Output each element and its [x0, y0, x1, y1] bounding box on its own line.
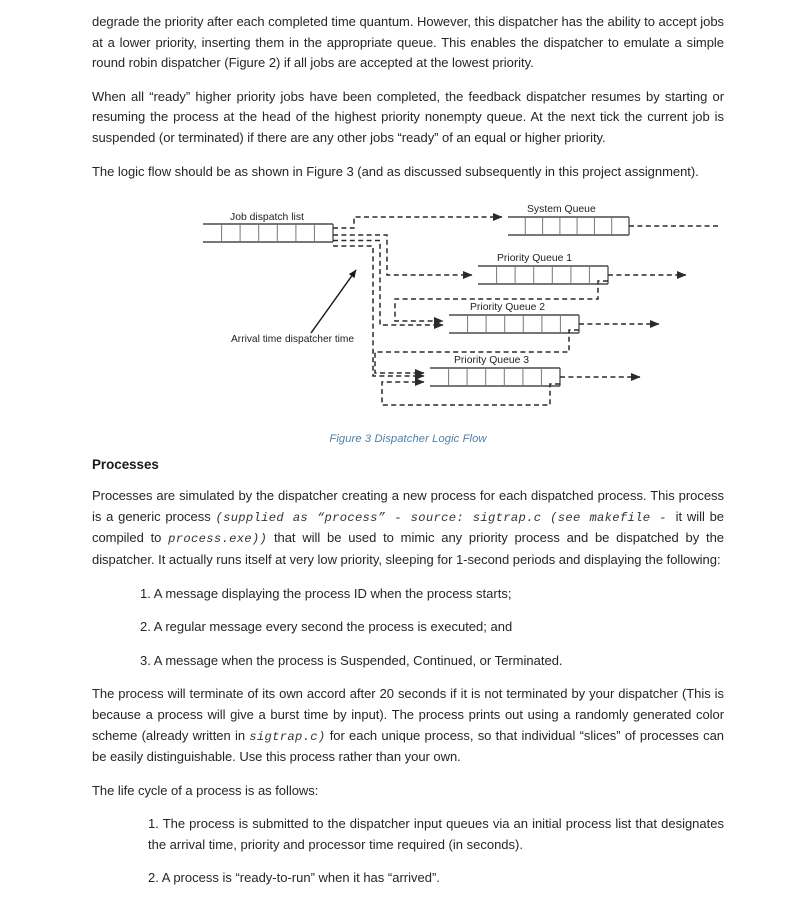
- list-item-text: A regular message every second the process is executed; and: [153, 619, 513, 635]
- figure-caption-wrap: [92, 433, 724, 445]
- intro-text-b: it will be compiled to: [92, 508, 725, 546]
- intro-mono-1: (supplied as “process” - source: sigtrap.c (see makefile -: [215, 510, 676, 525]
- list-item-number: 1.: [140, 585, 151, 601]
- process-lifecycle-list: [92, 814, 724, 889]
- section-heading-processes: Processes: [92, 457, 159, 473]
- flow-to-priority-queue-3: [333, 246, 424, 376]
- priority-queue-2-label: Priority Queue 2: [470, 302, 546, 314]
- list-item-text: A process is “ready-to-run” when it has “arrived”.: [161, 870, 440, 886]
- paragraph-3: The logic flow should be as shown in Figure 3 (and as discussed subsequently in this project assignment).: [92, 163, 699, 179]
- list-item: [92, 814, 724, 855]
- job-dispatch-list-queue: [203, 224, 333, 242]
- list-item-number: 1.: [148, 816, 159, 832]
- list-item-text: A message displaying the process ID when the process starts;: [153, 585, 512, 601]
- list-item-number: 3.: [140, 652, 151, 668]
- paragraph-1: degrade the priority after each completed time quantum. However, this dispatcher has the ability to accept jobs at a lower priority, inserting them in the appropriate queue. This enables the dispatcher to emulate a simple round robin dispatcher (Figure 2) if all jobs are accepted at the lowest priority.: [92, 14, 724, 71]
- figure-diagram: [92, 195, 724, 435]
- list-item: [92, 584, 724, 605]
- system-queue: [508, 217, 629, 235]
- dispatch-pointer-arrow: [311, 270, 356, 333]
- priority-queue-2: [449, 315, 579, 333]
- priority-queue-1-label: Priority Queue 1: [497, 253, 573, 265]
- priority-queue-3: [430, 368, 560, 386]
- lifecycle-intro-paragraph: The life cycle of a process is as follows:: [92, 782, 319, 798]
- list-item: [92, 868, 724, 889]
- figure-caption: Figure 3 Dispatcher Logic Flow: [329, 433, 487, 446]
- list-item: [92, 617, 724, 638]
- list-item-text: The process is submitted to the dispatcher input queues via an initial process list that designates the arrival time, priority and processor time required (in seconds).: [148, 816, 724, 852]
- job-dispatch-list-label: Job dispatch list: [230, 212, 304, 224]
- process-termination-paragraph: [92, 684, 724, 767]
- priority-queue-3-label: Priority Queue 3: [454, 355, 530, 367]
- list-item: [92, 651, 724, 672]
- flow-to-system-queue: [333, 217, 502, 228]
- flow-to-priority-queue-2: [333, 241, 443, 326]
- intro-mono-2: process.exe)): [168, 532, 268, 547]
- intro-text-a: Processes are simulated by the dispatcher creating a new process for each dispatched process. This process is a generic process: [92, 488, 724, 524]
- paragraph-2: When all “ready” higher priority jobs have been completed, the feedback dispatcher resumes by starting or resuming the process at the head of the highest priority nonempty queue. At the next tick the current job is suspended (or terminated) if there are any other jobs “ready” of an equal or higher priority.: [92, 88, 724, 145]
- document-content: [92, 12, 724, 902]
- list-item-number: 2.: [148, 870, 159, 886]
- termination-text-a: The process will terminate of its own accord after 20 seconds if it is not terminated by your dispatcher (This is because a process will give a burst time by input). The process prints out using a randomly generated color scheme (already written in: [92, 686, 724, 743]
- intro-text-c: that will be used to mimic any priority process and be dispatched by the dispatcher. It actually runs itself at very low priority, sleeping for 1-second periods and displaying the following:: [92, 530, 725, 567]
- dispatcher-time-label: dispatcher time: [285, 334, 355, 346]
- priority-queue-1: [478, 266, 608, 284]
- termination-mono: sigtrap.c): [249, 729, 326, 744]
- system-queue-label: System Queue: [527, 204, 596, 216]
- feedback-pq2-to-pq3: [375, 330, 579, 373]
- processes-intro-paragraph: [92, 486, 724, 570]
- list-item-number: 2.: [140, 619, 151, 635]
- process-display-list: [92, 584, 724, 672]
- arrival-time-label: Arrival time: [231, 334, 282, 346]
- termination-text-b: for each unique process, so that individual “slices” of processes can be easily distinguishable. Use this process rather than your own.: [92, 727, 725, 765]
- figure-3-dispatcher-logic-flow: [92, 195, 724, 457]
- list-item-text: A message when the process is Suspended, Continued, or Terminated.: [153, 652, 563, 668]
